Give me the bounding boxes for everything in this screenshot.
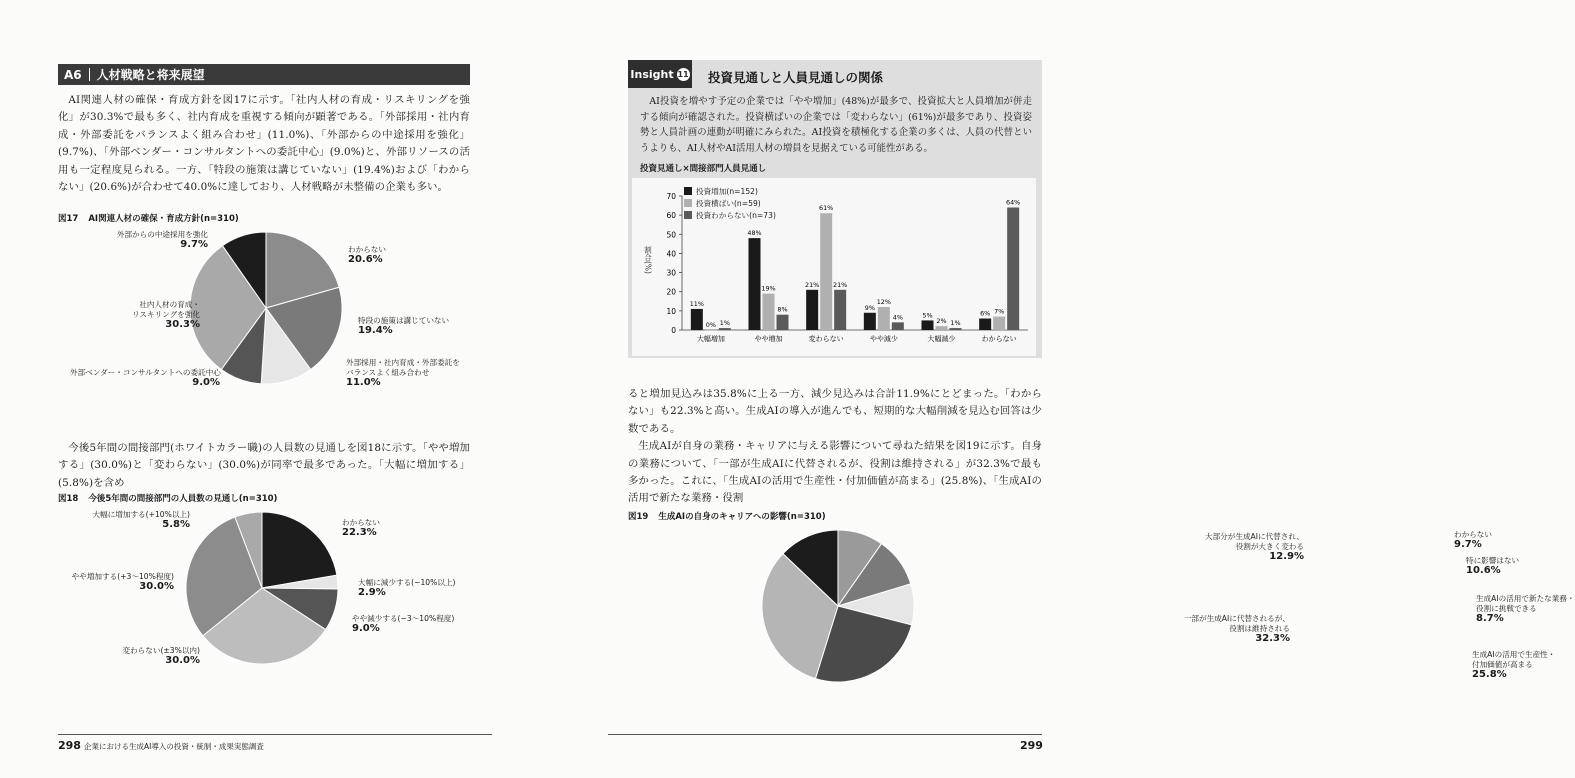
slice-label <box>1476 594 1575 624</box>
bar-data-label: 0% <box>705 321 716 329</box>
x-category-label: 大幅増加 <box>696 335 725 343</box>
slice-label <box>1454 530 1492 550</box>
slice-label-text: 社内人材の育成・ リスキリングを強化 <box>131 300 200 319</box>
y-tick-label: 10 <box>666 306 676 316</box>
figure-title-text: AI関連人材の確保・育成方針(n=310) <box>88 214 239 224</box>
slice-label <box>342 518 380 538</box>
legend-item <box>684 186 776 198</box>
slice-percent: 20.6% <box>348 254 383 265</box>
slice-label-text: 変わらない(±3%以内) <box>122 646 200 655</box>
slice-label-text: 特に影響はない <box>1466 556 1520 565</box>
section-code: A6 <box>64 67 82 82</box>
slice-label-text: わからない <box>1454 530 1492 539</box>
y-axis-label: 割合(%) <box>643 246 653 274</box>
legend-swatch <box>684 199 692 207</box>
bar-data-label: 21% <box>805 280 820 289</box>
slice-label <box>70 368 220 388</box>
bar-data-label: 4% <box>892 313 903 322</box>
running-title: 企業における生成AI導入の投資・統制・成果実態調査 <box>84 742 264 751</box>
bar-data-label: 48% <box>747 229 762 238</box>
bar-data-label: 8% <box>777 305 788 314</box>
bar-data-label: 19% <box>761 284 776 293</box>
slice-percent: 19.4% <box>358 325 393 336</box>
legend-swatch <box>684 211 692 219</box>
slice-label <box>60 230 208 250</box>
slice-label-text: 大幅に増加する(+10%以上) <box>92 510 190 519</box>
slice-label <box>54 572 174 592</box>
section-divider <box>89 68 90 81</box>
bar-data-label: 21% <box>833 280 848 289</box>
slice-percent: 11.0% <box>346 377 381 388</box>
figure-17-pie-chart <box>186 228 346 388</box>
slice-label-text: やや増加する(+3〜10%程度) <box>71 572 174 581</box>
figure-19-pie-chart <box>758 526 918 686</box>
bar <box>864 313 876 330</box>
slice-percent: 9.0% <box>192 377 220 388</box>
paragraph-fig17-intro <box>58 92 470 196</box>
slice-label-text: 大部分が生成AIに代替され、 役割が大きく変わる <box>1204 532 1304 551</box>
figure-title-text: 生成AIの自身のキャリアへの影響(n=310) <box>658 512 826 522</box>
slice-percent: 32.3% <box>1255 633 1290 644</box>
slice-label <box>352 614 454 634</box>
bar-data-label: 61% <box>819 204 834 213</box>
slice-percent: 8.7% <box>1476 613 1504 624</box>
slice-percent: 30.0% <box>165 655 200 666</box>
section-title: 人材戦略と将来展望 <box>96 68 205 82</box>
bar-data-label: 11% <box>689 299 704 308</box>
slice-percent: 30.3% <box>165 319 200 330</box>
insight-title: 投資見通しと人員見通しの関係 <box>708 70 884 85</box>
bar <box>763 294 775 330</box>
x-category-label: 変わらない <box>808 335 844 343</box>
insight-number: 11 <box>677 69 689 79</box>
bar <box>705 330 717 331</box>
bar <box>777 315 789 330</box>
slice-percent: 30.0% <box>139 581 174 592</box>
bar-data-label: 5% <box>922 311 933 320</box>
section-header <box>58 64 470 85</box>
paragraph-text: 今後5年間の間接部門(ホワイトカラー職)の人員数の見通しを図18に示す。「やや増加する」(30.0%)と「変わらない」(30.0%)が同率で最多であった。「大幅に増加する」(5.8%)を含め <box>58 442 470 489</box>
legend-label: 投資増加(n=152) <box>696 187 758 196</box>
bar <box>950 328 962 330</box>
insight-text <box>640 94 1032 156</box>
chart-legend <box>684 186 776 222</box>
legend-label: 投資横ばい(n=59) <box>696 199 761 208</box>
insight-badge <box>628 60 692 88</box>
slice-label-text: やや減少する(−3〜10%程度) <box>352 614 455 623</box>
slice-label <box>80 646 200 666</box>
insight-badge-label: Insight <box>630 67 674 81</box>
bar <box>922 320 934 330</box>
bar <box>806 290 818 330</box>
x-category-label: やや増加 <box>754 335 783 343</box>
y-tick-label: 60 <box>666 211 676 221</box>
figure-number: 図17 <box>58 214 79 224</box>
figure-18-pie-chart <box>182 508 342 668</box>
bar <box>936 326 948 330</box>
y-tick-label: 50 <box>666 230 676 240</box>
x-category-label: 大幅減少 <box>927 335 956 343</box>
slice-label <box>358 578 456 598</box>
figure-title-text: 今後5年間の間接部門の人員数の見通し(n=310) <box>88 494 278 504</box>
bar <box>979 319 991 330</box>
slice-label-text: 外部ベンダー・コンサルタントへの委託中心 <box>70 368 221 377</box>
insight-chart-title: 投資見通し×間接部門人員見通し <box>640 164 767 174</box>
page-number: 299 <box>1020 739 1043 752</box>
slice-percent: 22.3% <box>342 527 377 538</box>
bar-data-label: 9% <box>864 303 875 312</box>
bar <box>820 213 832 330</box>
bar-data-label: 7% <box>994 307 1005 316</box>
slice-label-text: わからない <box>348 245 386 254</box>
paragraph-text: ると増加見込みは35.8%に上る一方、減少見込みは合計11.9%にとどまった。「わからない」も22.3%と高い。生成AIの導入が進んでも、短期的な大幅削減を見込む回答は少数である。 <box>628 388 1042 435</box>
x-category-label: やや減少 <box>869 335 898 343</box>
slice-label <box>1472 650 1555 680</box>
paragraph-fig18-intro <box>58 440 470 492</box>
bar <box>1007 207 1019 330</box>
slice-label-text: 外部からの中途採用を強化 <box>116 230 208 239</box>
slice-label <box>1466 556 1519 576</box>
slice-label <box>348 245 386 265</box>
bar <box>834 290 846 330</box>
bar-data-label: 6% <box>980 309 991 318</box>
slice-label-text: 大幅に減少する(−10%以上) <box>358 578 456 587</box>
slice-percent: 12.9% <box>1269 551 1304 562</box>
figure-number: 図18 <box>58 494 79 504</box>
slice-percent: 25.8% <box>1472 669 1507 680</box>
legend-label: 投資わからない(n=73) <box>696 211 776 220</box>
legend-item <box>684 198 776 210</box>
y-tick-label: 70 <box>666 192 676 201</box>
figure-number: 図19 <box>628 512 649 522</box>
bar <box>878 307 890 330</box>
slice-label-text: 特段の施策は講じていない <box>358 316 450 325</box>
bar-data-label: 1% <box>950 319 961 328</box>
slice-label <box>80 300 200 330</box>
figure-18-title <box>58 492 277 504</box>
slice-percent: 2.9% <box>358 587 386 598</box>
figure-17-title <box>58 212 239 224</box>
legend-item <box>684 210 776 222</box>
slice-label <box>1166 614 1290 644</box>
figure-19-title <box>628 510 826 522</box>
paragraph-text: AI関連人材の確保・育成方針を図17に示す。「社内人材の育成・リスキリングを強化」が30.3%で最も多く、社内育成を重視する傾向が顕著である。「外部採用・社内育成・外部委託をバランスよく組み合わせ」(11.0%)、「外部からの中途採用を強化」(9.7%)、「外部ベンダー・コンサルタントへの委託中心」(9.0%)と、外部リソースの活用も一定程度見られる。一方、「特段の施策は講じていない」(19.4%)および「わからない」(20.6%)が合わせて40.0%に達しており、人材戦略が未整備の企業も多い。 <box>58 94 470 194</box>
slice-label <box>1180 532 1304 562</box>
bar-data-label: 64% <box>1006 198 1021 207</box>
slice-label <box>346 358 460 388</box>
page-number: 298 <box>58 739 81 752</box>
x-category-label: わからない <box>981 335 1017 343</box>
bar <box>691 309 703 330</box>
bar-data-label: 2% <box>936 317 947 326</box>
bar <box>993 317 1005 330</box>
paragraph-continued <box>628 386 1042 508</box>
footer-rule <box>608 734 1042 735</box>
slice-percent: 9.0% <box>352 623 380 634</box>
slice-label-text: 一部が生成AIに代替されるが、 役割は維持される <box>1183 614 1290 633</box>
insight-paragraph: AI投資を増やす予定の企業では「やや増加」(48%)が最多で、投資拡大と人員増加が併走する傾向が確認された。投資横ばいの企業では「変わらない」(61%)が最多であり、投資姿勢と人員計画の連動が明確にみられた。AI投資を積極化する企業の多くは、人員の代替というよりも、AI人材やAI活用人材の増員を見据えている可能性がある。 <box>640 96 1032 154</box>
y-tick-label: 30 <box>666 268 676 278</box>
bar <box>719 328 731 330</box>
slice-label-text: 生成AIの活用で新たな業務・ 役割に挑戦できる <box>1476 594 1575 613</box>
insight-box <box>628 60 1042 358</box>
bar-data-label: 1% <box>719 319 730 328</box>
slice-label-text: わからない <box>342 518 380 527</box>
y-tick-label: 0 <box>671 326 676 335</box>
slice-label <box>60 510 190 530</box>
bar <box>749 238 761 330</box>
bar-chart-area <box>632 178 1036 356</box>
bar-data-label: 12% <box>876 298 891 307</box>
slice-label <box>358 316 449 336</box>
paragraph-text: 生成AIが自身の業務・キャリアに与える影響について尋ねた結果を図19に示す。自身の業務について、「一部が生成AIに代替されるが、役割は維持される」が32.3%で最も多かった。これに、「生成AIの活用で生産性・付加価値が高まる」(25.8%)、「生成AIの活用で新たな業務・役割 <box>628 440 1042 505</box>
right-page <box>550 0 1575 778</box>
slice-percent: 9.7% <box>1454 539 1482 550</box>
slice-label-text: 外部採用・社内育成・外部委託を バランスよく組み合わせ <box>346 358 460 377</box>
slice-percent: 10.6% <box>1466 565 1501 576</box>
slice-percent: 5.8% <box>162 519 190 530</box>
left-page <box>0 0 550 778</box>
legend-swatch <box>684 187 692 195</box>
footer-rule <box>58 734 492 735</box>
bar <box>892 322 904 330</box>
slice-percent: 9.7% <box>180 239 208 250</box>
y-tick-label: 40 <box>666 249 676 259</box>
y-tick-label: 20 <box>666 287 676 297</box>
slice-label-text: 生成AIの活用で生産性・ 付加価値が高まる <box>1472 650 1556 669</box>
